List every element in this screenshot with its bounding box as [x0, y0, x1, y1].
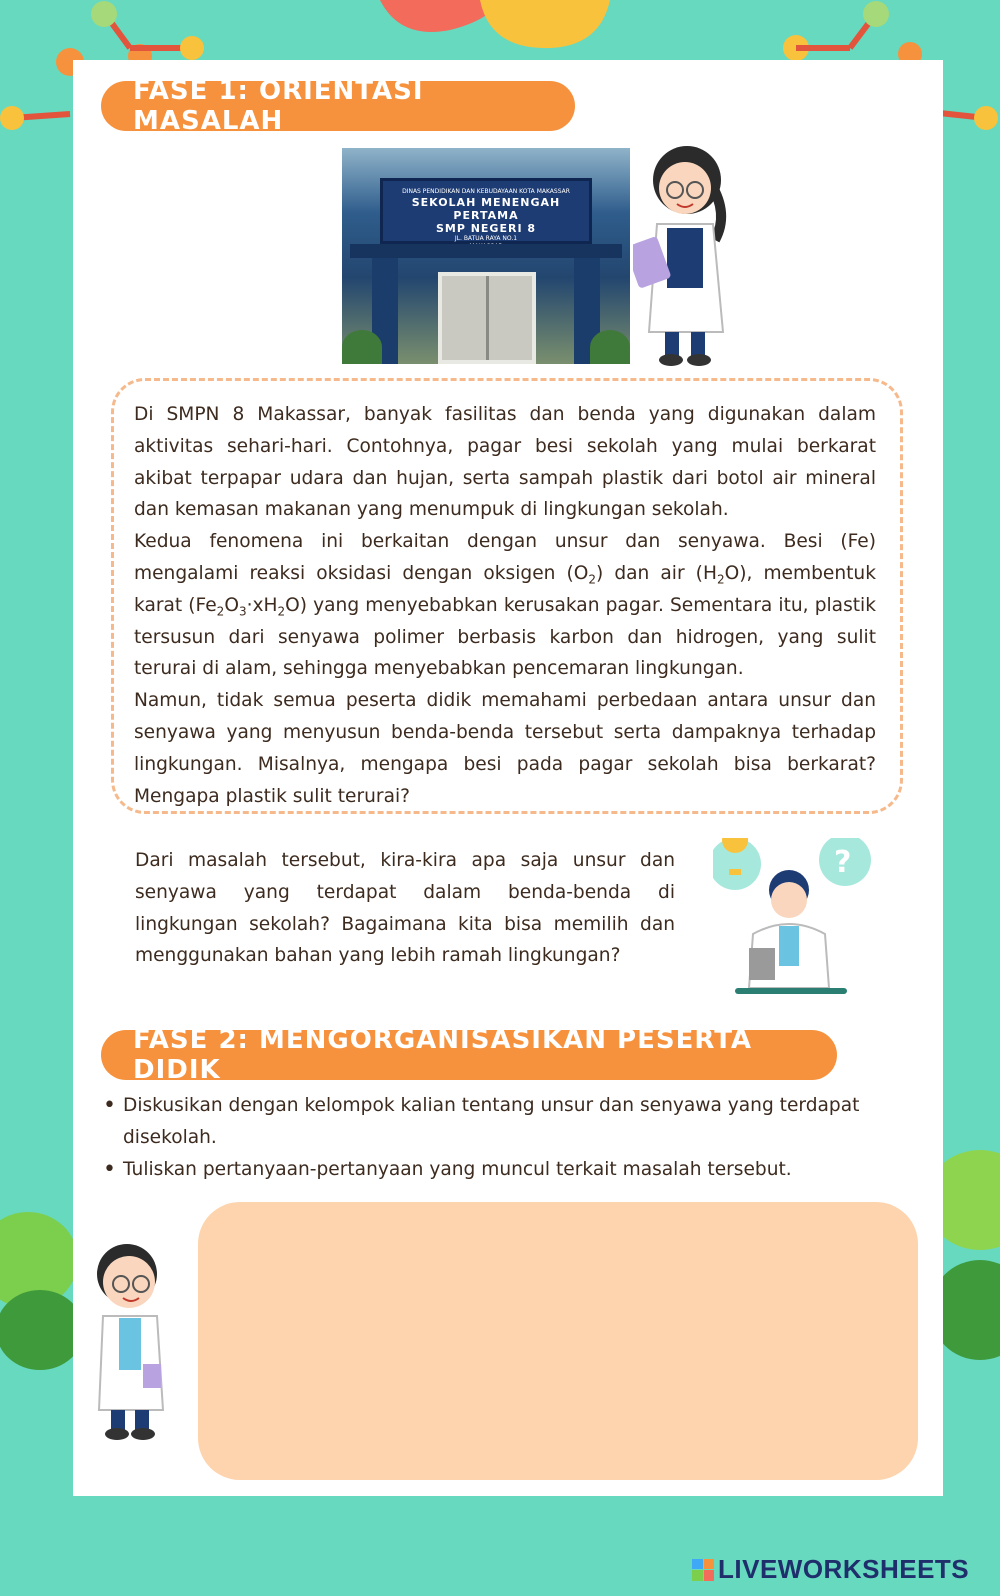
guiding-question: Dari masalah tersebut, kira-kira apa saja unsur dan senyawa yang terdapat dalam benda-benda di lingkungan sekolah? Bagaimana kita bisa memilih dan menggunakan bahan yang lebih ramah lingkungan? [135, 850, 675, 967]
thinking-scientist-illustration [713, 838, 883, 1004]
problem-paragraph-3: Namun, tidak semua peserta didik memahami perbedaan antara unsur dan senyawa yang menyusun benda-benda tersebut serta dampaknya terhadap lingkungan. Misalnya, mengapa besi pada pagar sekolah bisa berkarat? Mengapa plastik sulit terurai? [134, 690, 876, 807]
question-mark: ? [834, 845, 852, 880]
liveworksheets-brand: LIVEWORKSHEETS [718, 1554, 970, 1584]
liveworksheets-logo[interactable] [692, 1554, 969, 1585]
task-list [101, 1090, 913, 1185]
leaf-decoration-left [0, 1210, 80, 1390]
plant-right [590, 330, 630, 364]
plant-left [342, 330, 382, 364]
building-roof [350, 244, 622, 258]
school-photo [342, 148, 630, 364]
phase1-banner [101, 76, 575, 136]
problem-text-box [111, 378, 903, 814]
task-item: • Diskusikan dengan kelompok kalian tentang unsur dan senyawa yang terdapat disekolah. [101, 1090, 913, 1154]
problem-paragraph-2: Kedua fenomena ini berkaitan dengan unsur dan senyawa. Besi (Fe) mengalami reaksi oksidasi dengan oksigen $(O_2)$ dan air $(H_2O)$, membentuk karat $(Fe_2O_3\cdot xH_2O)$ yang menyebabkan kerusakan pagar. Sementara itu, plastik tersusun dari senyawa polimer berbasis karbon dan hidrogen, yang sulit terurai di alam, sehingga menyebabkan pencemaran lingkungan. [134, 531, 876, 680]
worksheet-card [73, 60, 943, 1496]
blob-decoration-top [360, 0, 620, 62]
task-item: • Tuliskan pertanyaan-pertanyaan yang muncul terkait masalah tersebut. [101, 1154, 913, 1186]
sign-line3: SMP NEGERI 8 [435, 222, 537, 235]
sign-line2: SEKOLAH MENENGAH PERTAMA [411, 196, 561, 222]
school-sign [380, 178, 592, 244]
phase2-title: FASE 2: MENGORGANISASIKAN PESERTA DIDIK [133, 1025, 753, 1085]
building-door [438, 272, 536, 364]
problem-paragraph-1: Di SMPN 8 Makassar, banyak fasilitas dan benda yang digunakan dalam aktivitas sehari-hari. Contohnya, pagar besi sekolah yang mulai berkarat akibat terpapar udara dan hujan, serta sampah plastik dari botol air mineral dan kemasan makanan yang menumpuk di lingkungan sekolah. [134, 404, 876, 521]
answer-input-area[interactable] [198, 1202, 918, 1480]
sign-line4: JL. BATUA RAYA NO.1 [454, 235, 518, 242]
sign-line1: DINAS PENDIDIKAN DAN KEBUDAYAAN KOTA MAKASSAR [402, 188, 570, 195]
scientist-girl-illustration [633, 144, 753, 370]
liveworksheets-icon [692, 1559, 714, 1581]
scientist-boy-illustration [83, 1234, 183, 1444]
phase1-title: FASE 1: ORIENTASI MASALAH [133, 76, 424, 136]
phase2-banner [101, 1025, 837, 1085]
